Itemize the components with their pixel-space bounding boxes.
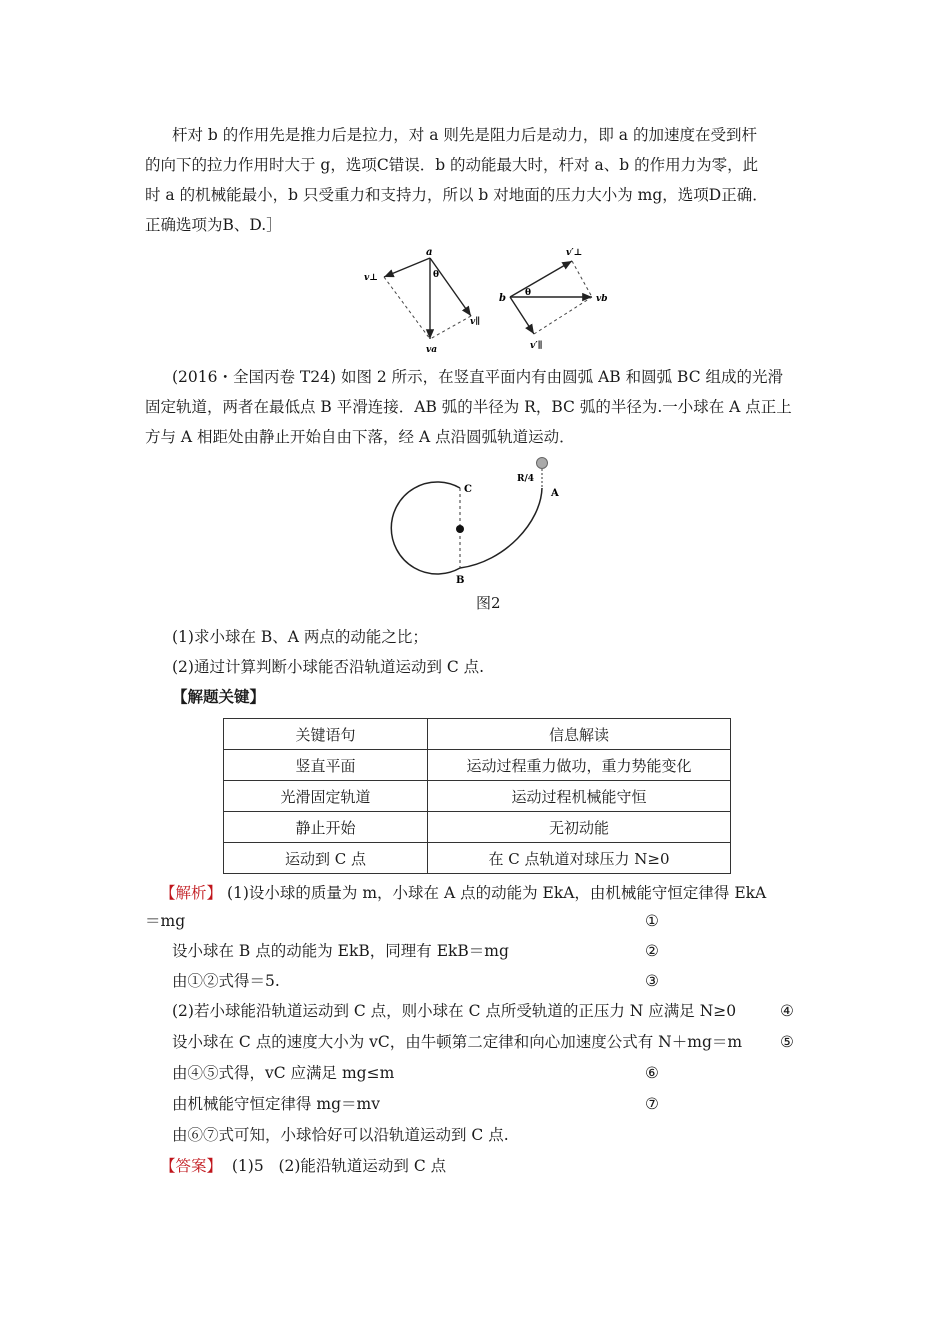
table-row (224, 719, 731, 750)
solution-line4: 由①②式得＝5. (172, 972, 280, 990)
table-cell: 运动到 C 点 (224, 843, 428, 874)
table-cell: 运动过程重力做功，重力势能变化 (428, 750, 731, 781)
key-table (223, 718, 731, 874)
table-row (224, 843, 731, 874)
table-cell: 竖直平面 (224, 750, 428, 781)
table-row (224, 750, 731, 781)
solution-line9: 由⑥⑦式可知，小球恰好可以沿轨道运动到 C 点. (172, 1126, 509, 1144)
label-theta2: θ (525, 288, 532, 298)
table-cell: 光滑固定轨道 (224, 781, 428, 812)
eq-number-6: ⑥ (645, 1064, 659, 1082)
label-b: b (499, 293, 506, 304)
label-v-perp2: v′⊥ (566, 248, 583, 258)
table-cell: 运动过程机械能守恒 (428, 781, 731, 812)
track-diagram (405, 452, 565, 592)
solution-line7: 由④⑤式得，vC 应满足 mg≤m (172, 1064, 395, 1082)
label-a: a (426, 247, 433, 258)
track-label-a: A (551, 488, 559, 499)
table-header: 关键语句 (224, 719, 428, 750)
problem-line2: 固定轨道，两者在最低点 B 平滑连接．AB 弧的半径为 R，BC 弧的半径为.一小球在 A 点正上 (145, 398, 792, 416)
table-cell: 静止开始 (224, 812, 428, 843)
track-label-b: B (456, 575, 465, 586)
label-v-par: v∥ (470, 317, 480, 327)
question-2: (2)通过计算判断小球能否沿轨道运动到 C 点. (172, 658, 485, 676)
table-cell: 无初动能 (428, 812, 731, 843)
answer-tag: 【答案】 (160, 1157, 223, 1175)
eq-number-3: ③ (645, 972, 659, 990)
solution-line2: ＝mg (145, 912, 186, 930)
table-header: 信息解读 (428, 719, 731, 750)
track-label-r4: R/4 (517, 474, 535, 484)
para1-line4: 正确选项为B、D.］ (145, 216, 282, 234)
eq-number-1: ① (645, 912, 659, 930)
table-row (224, 812, 731, 843)
solution-line8: 由机械能守恒定律得 mg＝mv (172, 1095, 381, 1113)
track-label-c: C (464, 484, 472, 495)
eq-number-4: ④ (780, 1002, 794, 1020)
solution-line1 (160, 878, 766, 908)
velocity-diagram (360, 244, 608, 356)
eq-number-5: ⑤ (780, 1033, 794, 1051)
answer-line (160, 1151, 446, 1181)
table-cell: 在 C 点轨道对球压力 N≥0 (428, 843, 731, 874)
solution-tag: 【解析】 (160, 884, 223, 902)
figure-caption: 图2 (476, 594, 501, 612)
para1-line2: 的向下的拉力作用时大于 g，选项C错误．b 的动能最大时，杆对 a、b 的作用力为零，此 (145, 156, 759, 174)
question-1: (1)求小球在 B、A 两点的动能之比； (172, 628, 428, 646)
problem-line3: 方与 A 相距处由静止开始自由下落，经 A 点沿圆弧轨道运动． (145, 428, 575, 446)
para1-line3: 时 a 的机械能最小，b 只受重力和支持力，所以 b 对地面的压力大小为 mg，选项D正确． (145, 186, 768, 204)
label-v-perp: v⊥ (364, 273, 378, 283)
solution-line6: 设小球在 C 点的速度大小为 vC，由牛顿第二定律和向心加速度公式有 N＋mg＝m (172, 1033, 743, 1051)
eq-number-2: ② (645, 942, 659, 960)
solution-line3: 设小球在 B 点的动能为 EkB，同理有 EkB＝mg (172, 942, 509, 960)
table-row (224, 781, 731, 812)
solution-line5: (2)若小球能沿轨道运动到 C 点，则小球在 C 点所受轨道的正压力 N 应满足 N≥0 (172, 1002, 737, 1020)
key-heading: 【解题关键】 (172, 687, 266, 706)
label-va: va (426, 345, 438, 355)
label-theta: θ (433, 270, 440, 280)
problem-line1: (2016・全国丙卷 T24) 如图 2 所示，在竖直平面内有由圆弧 AB 和圆弧 BC 组成的光滑 (172, 368, 784, 386)
para1-line1: 杆对 b 的作用先是推力后是拉力，对 a 则先是阻力后是动力，即 a 的加速度在受到杆 (172, 126, 757, 144)
eq-number-7: ⑦ (645, 1095, 659, 1113)
label-v-par2: v′∥ (530, 341, 543, 351)
answer-text: (1)5 (2)能沿轨道运动到 C 点 (222, 1157, 447, 1175)
solution-text-1: (1)设小球的质量为 m，小球在 A 点的动能为 EkA，由机械能守恒定律得 EkA (222, 884, 767, 902)
label-vb: vb (596, 294, 608, 304)
